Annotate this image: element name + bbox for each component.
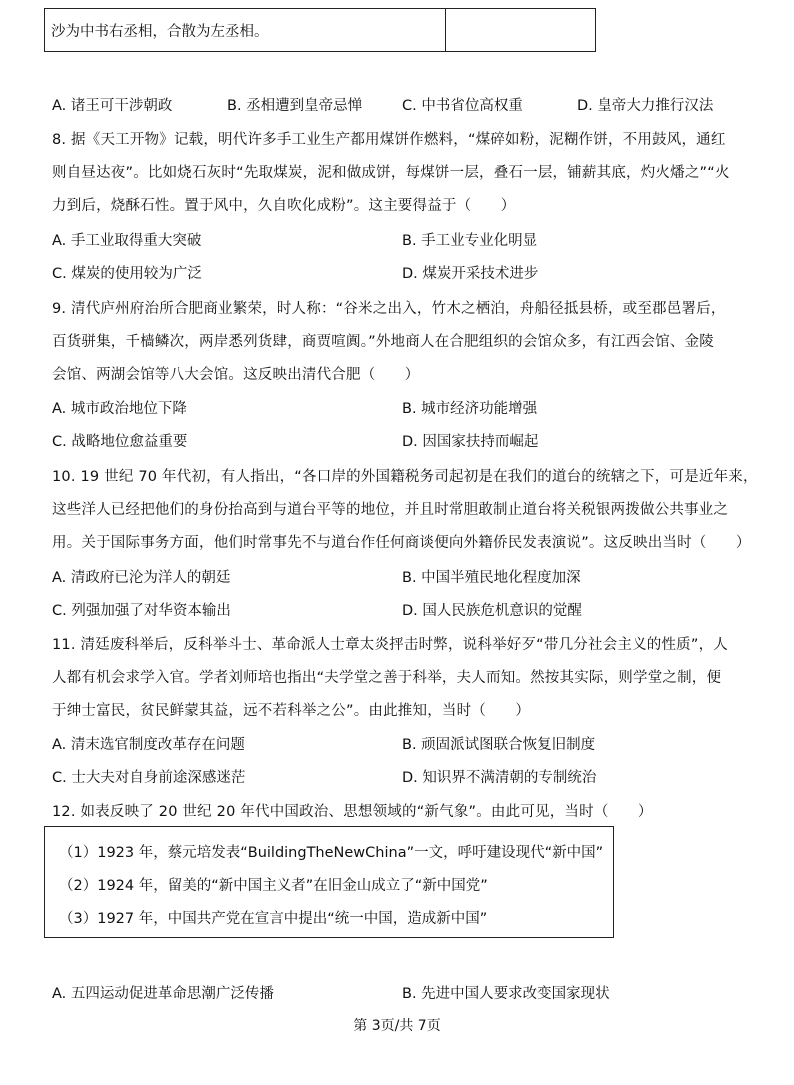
q7-option-b[interactable]: B. 丞相遭到皇帝忌惮 [227, 98, 363, 114]
q9-option-b[interactable]: B. 城市经济功能增强 [402, 401, 538, 417]
q9-stem-line-3: 会馆、两湖会馆等八大会馆。这反映出清代合肥（ ） [52, 367, 420, 383]
q12-option-b[interactable]: B. 先进中国人要求改变国家现状 [402, 986, 610, 1002]
q11-stem-line-1: 11. 清廷废科举后，反科举斗士、革命派人士章太炎抨击时弊，说科举好歹“带几分社会主义的性质”，人 [52, 637, 728, 653]
q11-stem-line-3: 于绅士富民，贫民鲜蒙其益，远不若科举之公”。由此推知，当时（ ） [52, 703, 531, 719]
q10-option-a[interactable]: A. 清政府已沦为洋人的朝廷 [52, 570, 231, 586]
page-number: 第 3页/共 7页 [353, 1018, 441, 1034]
q11-option-d[interactable]: D. 知识界不满清朝的专制统治 [402, 770, 597, 786]
q11-option-c[interactable]: C. 士大夫对自身前途深感迷茫 [52, 770, 246, 786]
q10-option-b[interactable]: B. 中国半殖民地化程度加深 [402, 570, 581, 586]
q10-option-c[interactable]: C. 列强加强了对华资本输出 [52, 603, 231, 619]
q7-table-cell: 沙为中书右丞相，合散为左丞相。 [45, 9, 446, 52]
q10-stem-line-2: 这些洋人已经把他们的身份抬高到与道台平等的地位，并且时常胆敢制止道台将关税银两拨做公共事业之 [52, 502, 729, 518]
q7-option-d[interactable]: D. 皇帝大力推行汉法 [577, 98, 714, 114]
q10-stem-line-1: 10. 19 世纪 70 年代初，有人指出，“各口岸的外国籍税务司起初是在我们的道台的统辖之下，可是近年来， [52, 469, 758, 485]
q8-option-c[interactable]: C. 煤炭的使用较为广泛 [52, 266, 202, 282]
q8-option-a[interactable]: A. 手工业取得重大突破 [52, 233, 202, 249]
q11-option-b[interactable]: B. 顽固派试图联合恢复旧制度 [402, 737, 596, 753]
q7-option-c[interactable]: C. 中书省位高权重 [402, 98, 523, 114]
q12-table-item-2: （2）1924 年，留美的“新中国主义者”在旧金山成立了“新中国党” [59, 878, 488, 894]
q9-option-d[interactable]: D. 因国家扶持而崛起 [402, 434, 539, 450]
q7-source-table [44, 8, 596, 52]
q8-stem-line-1: 8. 据《天工开物》记载，明代许多手工业生产都用煤饼作燃料，“煤碎如粉，泥糊作饼，不用鼓风，通红 [52, 132, 726, 148]
q9-stem-line-1: 9. 清代庐州府治所合肥商业繁荣，时人称：“谷米之出入，竹木之栖泊，舟船径抵县桥，或至郡邑署后， [52, 301, 726, 317]
q9-option-c[interactable]: C. 战略地位愈益重要 [52, 434, 188, 450]
q7-option-a[interactable]: A. 诸王可干涉朝政 [52, 98, 173, 114]
q8-stem-line-2: 则自昼达夜”。比如烧石灰时“先取煤炭，泥和做成饼，每煤饼一层，叠石一层，铺薪其底，灼火燔之”“火 [52, 165, 730, 181]
q9-stem-line-2: 百货骈集，千樯鳞次，两岸悉列货肆，商贾喧阗。”外地商人在合肥组织的会馆众多，有江西会馆、金陵 [52, 334, 714, 350]
q12-stem: 12. 如表反映了 20 世纪 20 年代中国政治、思想领域的“新气象”。由此可见，当时（ ） [52, 804, 653, 820]
q9-option-a[interactable]: A. 城市政治地位下降 [52, 401, 187, 417]
q12-option-a[interactable]: A. 五四运动促进革命思潮广泛传播 [52, 986, 274, 1002]
q10-stem-line-3: 用。关于国际事务方面，他们时常事先不与道台作任何商谈便向外籍侨民发表演说”。这反映出当时（ ） [52, 535, 751, 551]
q8-option-d[interactable]: D. 煤炭开采技术进步 [402, 266, 539, 282]
q12-source-table [44, 826, 614, 938]
q10-option-d[interactable]: D. 国人民族危机意识的觉醒 [402, 603, 582, 619]
q11-stem-line-2: 人都有机会求学入官。学者刘师培也指出“夫学堂之善于科举，夫人而知。然按其实际，则学堂之制，便 [52, 670, 722, 686]
q12-table-item-1: （1）1923 年，蔡元培发表“BuildingTheNewChina”一文，呼吁建设现代“新中国” [59, 845, 604, 861]
q12-table-item-3: （3）1927 年，中国共产党在宣言中提出“统一中国，造成新中国” [59, 911, 488, 927]
q11-option-a[interactable]: A. 清末选官制度改革存在问题 [52, 737, 245, 753]
q7-table-empty-cell [446, 9, 596, 52]
q8-option-b[interactable]: B. 手工业专业化明显 [402, 233, 538, 249]
q8-stem-line-3: 力到后，烧酥石性。置于风中，久自吹化成粉”。这主要得益于（ ） [52, 198, 516, 214]
